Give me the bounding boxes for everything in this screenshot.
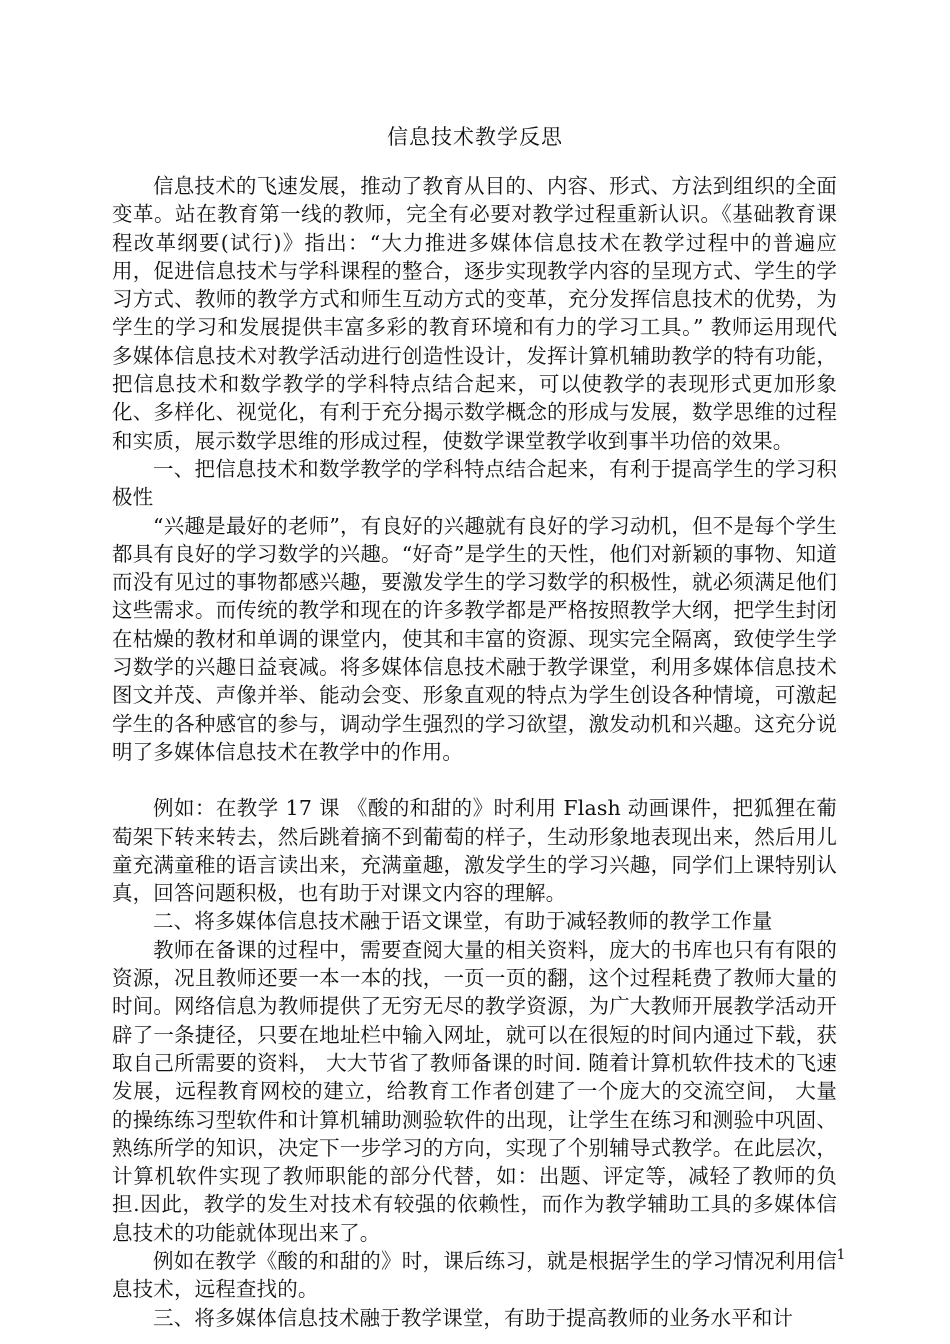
page-number: 1 xyxy=(836,1247,846,1263)
document-title: 信息技术教学反思 xyxy=(387,125,563,149)
section-heading-3: 三、将多媒体信息技术融于教学课堂，有助于提高教师的业务水平和计 xyxy=(153,1305,794,1330)
document-body xyxy=(112,172,837,1332)
paragraph-example-2: 例如在教学《酸的和甜的》时，课后练习，就是根据学生的学习情况利用信息技术，远程查找的。 xyxy=(112,1248,837,1302)
paragraph-example-1: 例如：在教学 17 课 《酸的和甜的》时利用 Flash 动画课件，把狐狸在葡萄架下转来转去，然后跳着摘不到葡萄的样子，生动形象地表现出来，然后用儿童充满童稚的语言读出来，充满童趣，激发学生的学习兴趣，同学们上课特别认真，回答问题积极，也有助于对课文内容的理解。 xyxy=(112,796,837,906)
paragraph-intro: 信息技术的飞速发展，推动了教育从目的、内容、形式、方法到组织的全面变革。站在教育第一线的教师，完全有必要对教学过程重新认识。《基础教育课程改革纲要(试行)》指出：“大力推进多媒体信息技术在教学过程中的普遍应用，促进信息技术与学科课程的整合，逐步实现教学内容的呈现方式、学生的学习方式、教师的教学方式和师生互动方式的变革，充分发挥信息技术的优势，为学生的学习和发展提供丰富多彩的教育环境和有力的学习工具。” 教师运用现代多媒体信息技术对教学活动进行创造性设计，发挥计算机辅助教学的特有功能，把信息技术和数学教学的学科特点结合起来，可以使教学的表现形式更加形象化、多样化、视觉化，有利于充分揭示数学概念的形成与发展，数学思维的过程和实质，展示数学思维的形成过程，使数学课堂教学收到事半功倍的效果。 xyxy=(112,174,837,453)
section-heading-1: 一、把信息技术和数学教学的学科特点结合起来，有利于提高学生的学习积极性 xyxy=(112,456,837,510)
paragraph-interest: “兴趣是最好的老师”，有良好的兴趣就有良好的学习动机，但不是每个学生都具有良好的学习数学的兴趣。“好奇”是学生的天性，他们对新颖的事物、知道而没有见过的事物都感兴趣，要激发学生的学习数学的积极性，就必须满足他们这些需求。而传统的教学和现在的许多教学都是严格按照教学大纲，把学生封闭在枯燥的教材和单调的课堂内，使其和丰富的资源、现实完全隔离，致使学生学习数学的兴趣日益衰减。将多媒体信息技术融于教学课堂，利用多媒体信息技术图文并茂、声像并举、能动会变、形象直观的特点为学生创设各种情境，可激起学生的各种感官的参与，调动学生强烈的学习欲望，激发动机和兴趣。这充分说明了多媒体信息技术在教学中的作用。 xyxy=(112,513,837,764)
paragraph-workload: 教师在备课的过程中，需要查阅大量的相关资料，庞大的书库也只有有限的资源，况且教师还要一本一本的找，一页一页的翻，这个过程耗费了教师大量的时间。网络信息为教师提供了无穷无尽的教学资源，为广大教师开展教学活动开辟了一条捷径，只要在地址栏中输入网址，就可以在很短的时间内通过下载，获取自己所需要的资料， 大大节省了教师备课的时间. 随着计算机软件技术的飞速发展，远程教育网校的建立，给教育工作者创建了一个庞大的交流空间， 大量的操练练习型软件和计算机辅助测验软件的出现，让学生在练习和测验中巩固、熟练所学的知识，决定下一步学习的方向，实现了个别辅导式教学。在此层次，计算机软件实现了教师职能的部分代替，如：出题、评定等，减轻了教师的负担.因此，教学的发生对技术有较强的依赖性，而作为教学辅助工具的多媒体信息技术的功能就体现出来了。 xyxy=(112,937,837,1245)
section-heading-2: 二、将多媒体信息技术融于语文课堂，有助于减轻教师的教学工作量 xyxy=(153,909,773,934)
